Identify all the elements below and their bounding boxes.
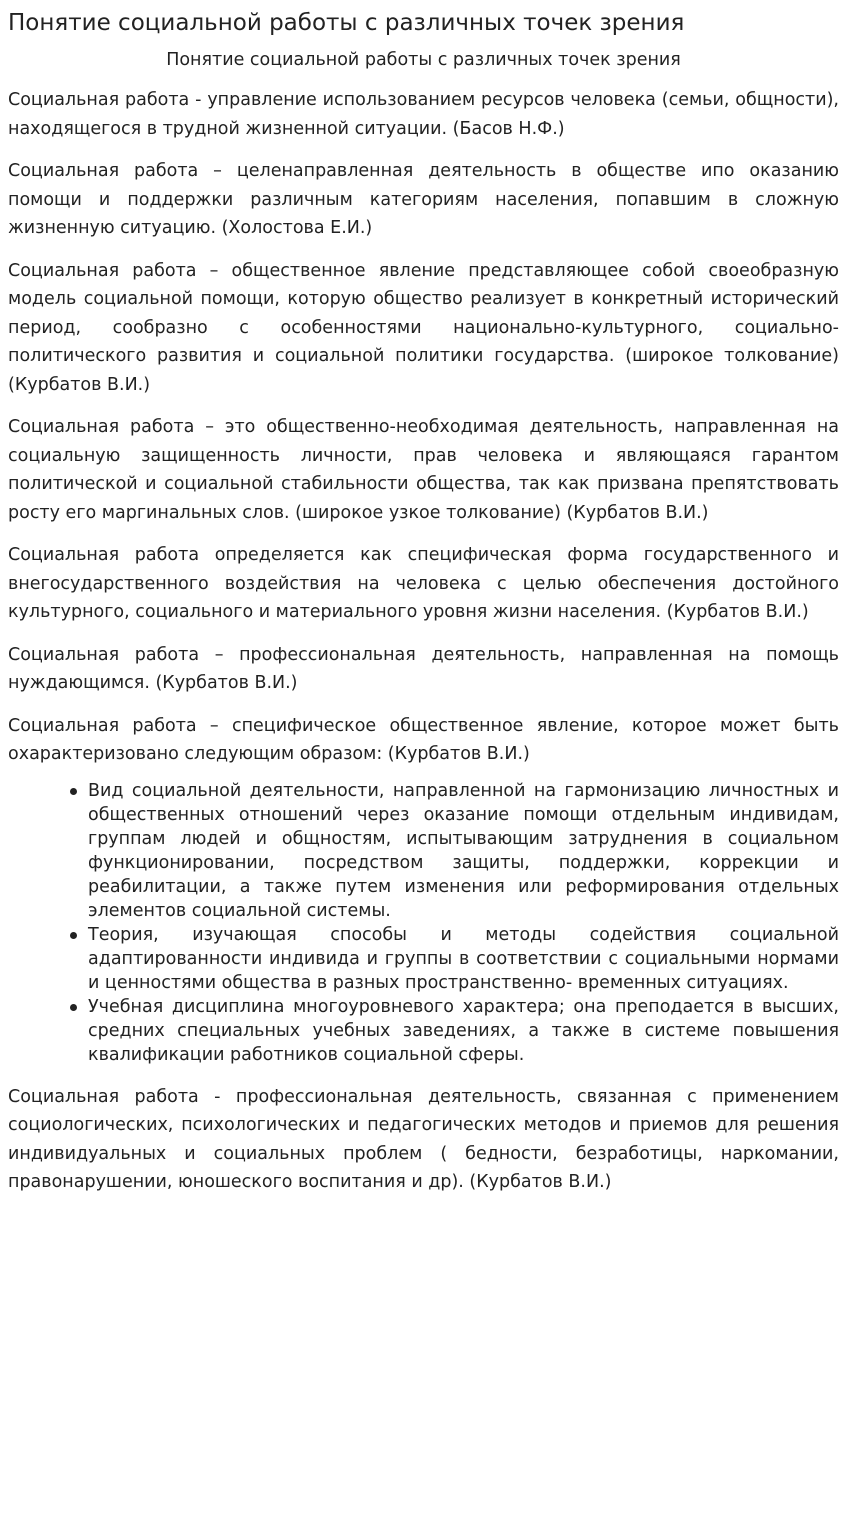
- list-item: [88, 923, 839, 995]
- paragraph-definition-state-form: Социальная работа определяется как специфическая форма государственного и внегосударственного воздействия на человека с целью обеспечения достойного культурного, социального и материального уровня жизни населения. (Курбатов В.И.): [8, 545, 839, 622]
- paragraph-definition-narrow: Социальная работа – это общественно-необходимая деятельность, направленная на социальную защищенность личности, прав человека и являющаяся гарантом политической и социальной стабильности общества, так как призвана препятствовать росту его маргинальных слов. (широкое узкое толкование) (Курбатов В.И.): [8, 417, 839, 523]
- bullet-icon: [70, 1004, 77, 1011]
- paragraph-definition-broad: Социальная работа – общественное явление представляющее собой своеобразную модель социальной помощи, которую общество реализует в конкретный исторический период, сообразно с особенностями национально-культурного, социально-политического развития и социальной политики государства. (широкое толкование) (Курбатов В.И.): [8, 260, 839, 395]
- list-item: [88, 995, 839, 1067]
- paragraph-definition-basov: Социальная работа - управление использованием ресурсов человека (семьи, общности), находящегося в трудной жизненной ситуации. (Басов Н.Ф.): [8, 90, 839, 139]
- paragraph-definition-phenomenon: Социальная работа – специфическое общественное явление, которое может быть охарактеризовано следующим образом: (Курбатов В.И.): [8, 715, 839, 764]
- bullet-icon: [70, 788, 77, 795]
- page-title: Понятие социальной работы с различных точек зрения: [8, 10, 685, 36]
- list-item: [88, 779, 839, 923]
- document-subtitle: Понятие социальной работы с различных точек зрения: [166, 50, 681, 70]
- paragraph-definition-kholostova: Социальная работа – целенаправленная деятельность в обществе ипо оказанию помощи и поддержки различным категориям населения, попавшим в сложную жизненную ситуацию. (Холостова Е.И.): [8, 161, 839, 238]
- list-item-text: Учебная дисциплина многоуровневого характера; она преподается в высших, средних специальных учебных заведениях, а также в системе повышения квалификации работников социальной сферы.: [88, 996, 839, 1065]
- bullet-icon: [70, 932, 77, 939]
- paragraph-definition-professional: Социальная работа – профессиональная деятельность, направленная на помощь нуждающимся. (Курбатов В.И.): [8, 644, 839, 693]
- list-item-text: Теория, изучающая способы и методы содействия социальной адаптированности индивида и группы в соответствии с социальными нормами и ценностями общества в разных пространственно- временных ситуациях.: [88, 924, 839, 993]
- document-page: [8, 0, 839, 1197]
- paragraph-definition-methods: Социальная работа - профессиональная деятельность, связанная с применением социологических, психологических и педагогических методов и приемов для решения индивидуальных и социальных проблем ( бедности, безработицы, наркомании, правонарушении, юношеского воспитания и др). (Курбатов В.И.): [8, 1086, 839, 1192]
- list-item-text: Вид социальной деятельности, направленной на гармонизацию личностных и общественных отношений через оказание помощи отдельным индивидам, группам людей и общностям, испытывающим затруднения в социальном функционировании, посредством защиты, поддержки, коррекции и реабилитации, а также путем изменения или реформирования отдельных элементов социальной системы.: [88, 780, 839, 921]
- definition-list: [8, 779, 839, 1067]
